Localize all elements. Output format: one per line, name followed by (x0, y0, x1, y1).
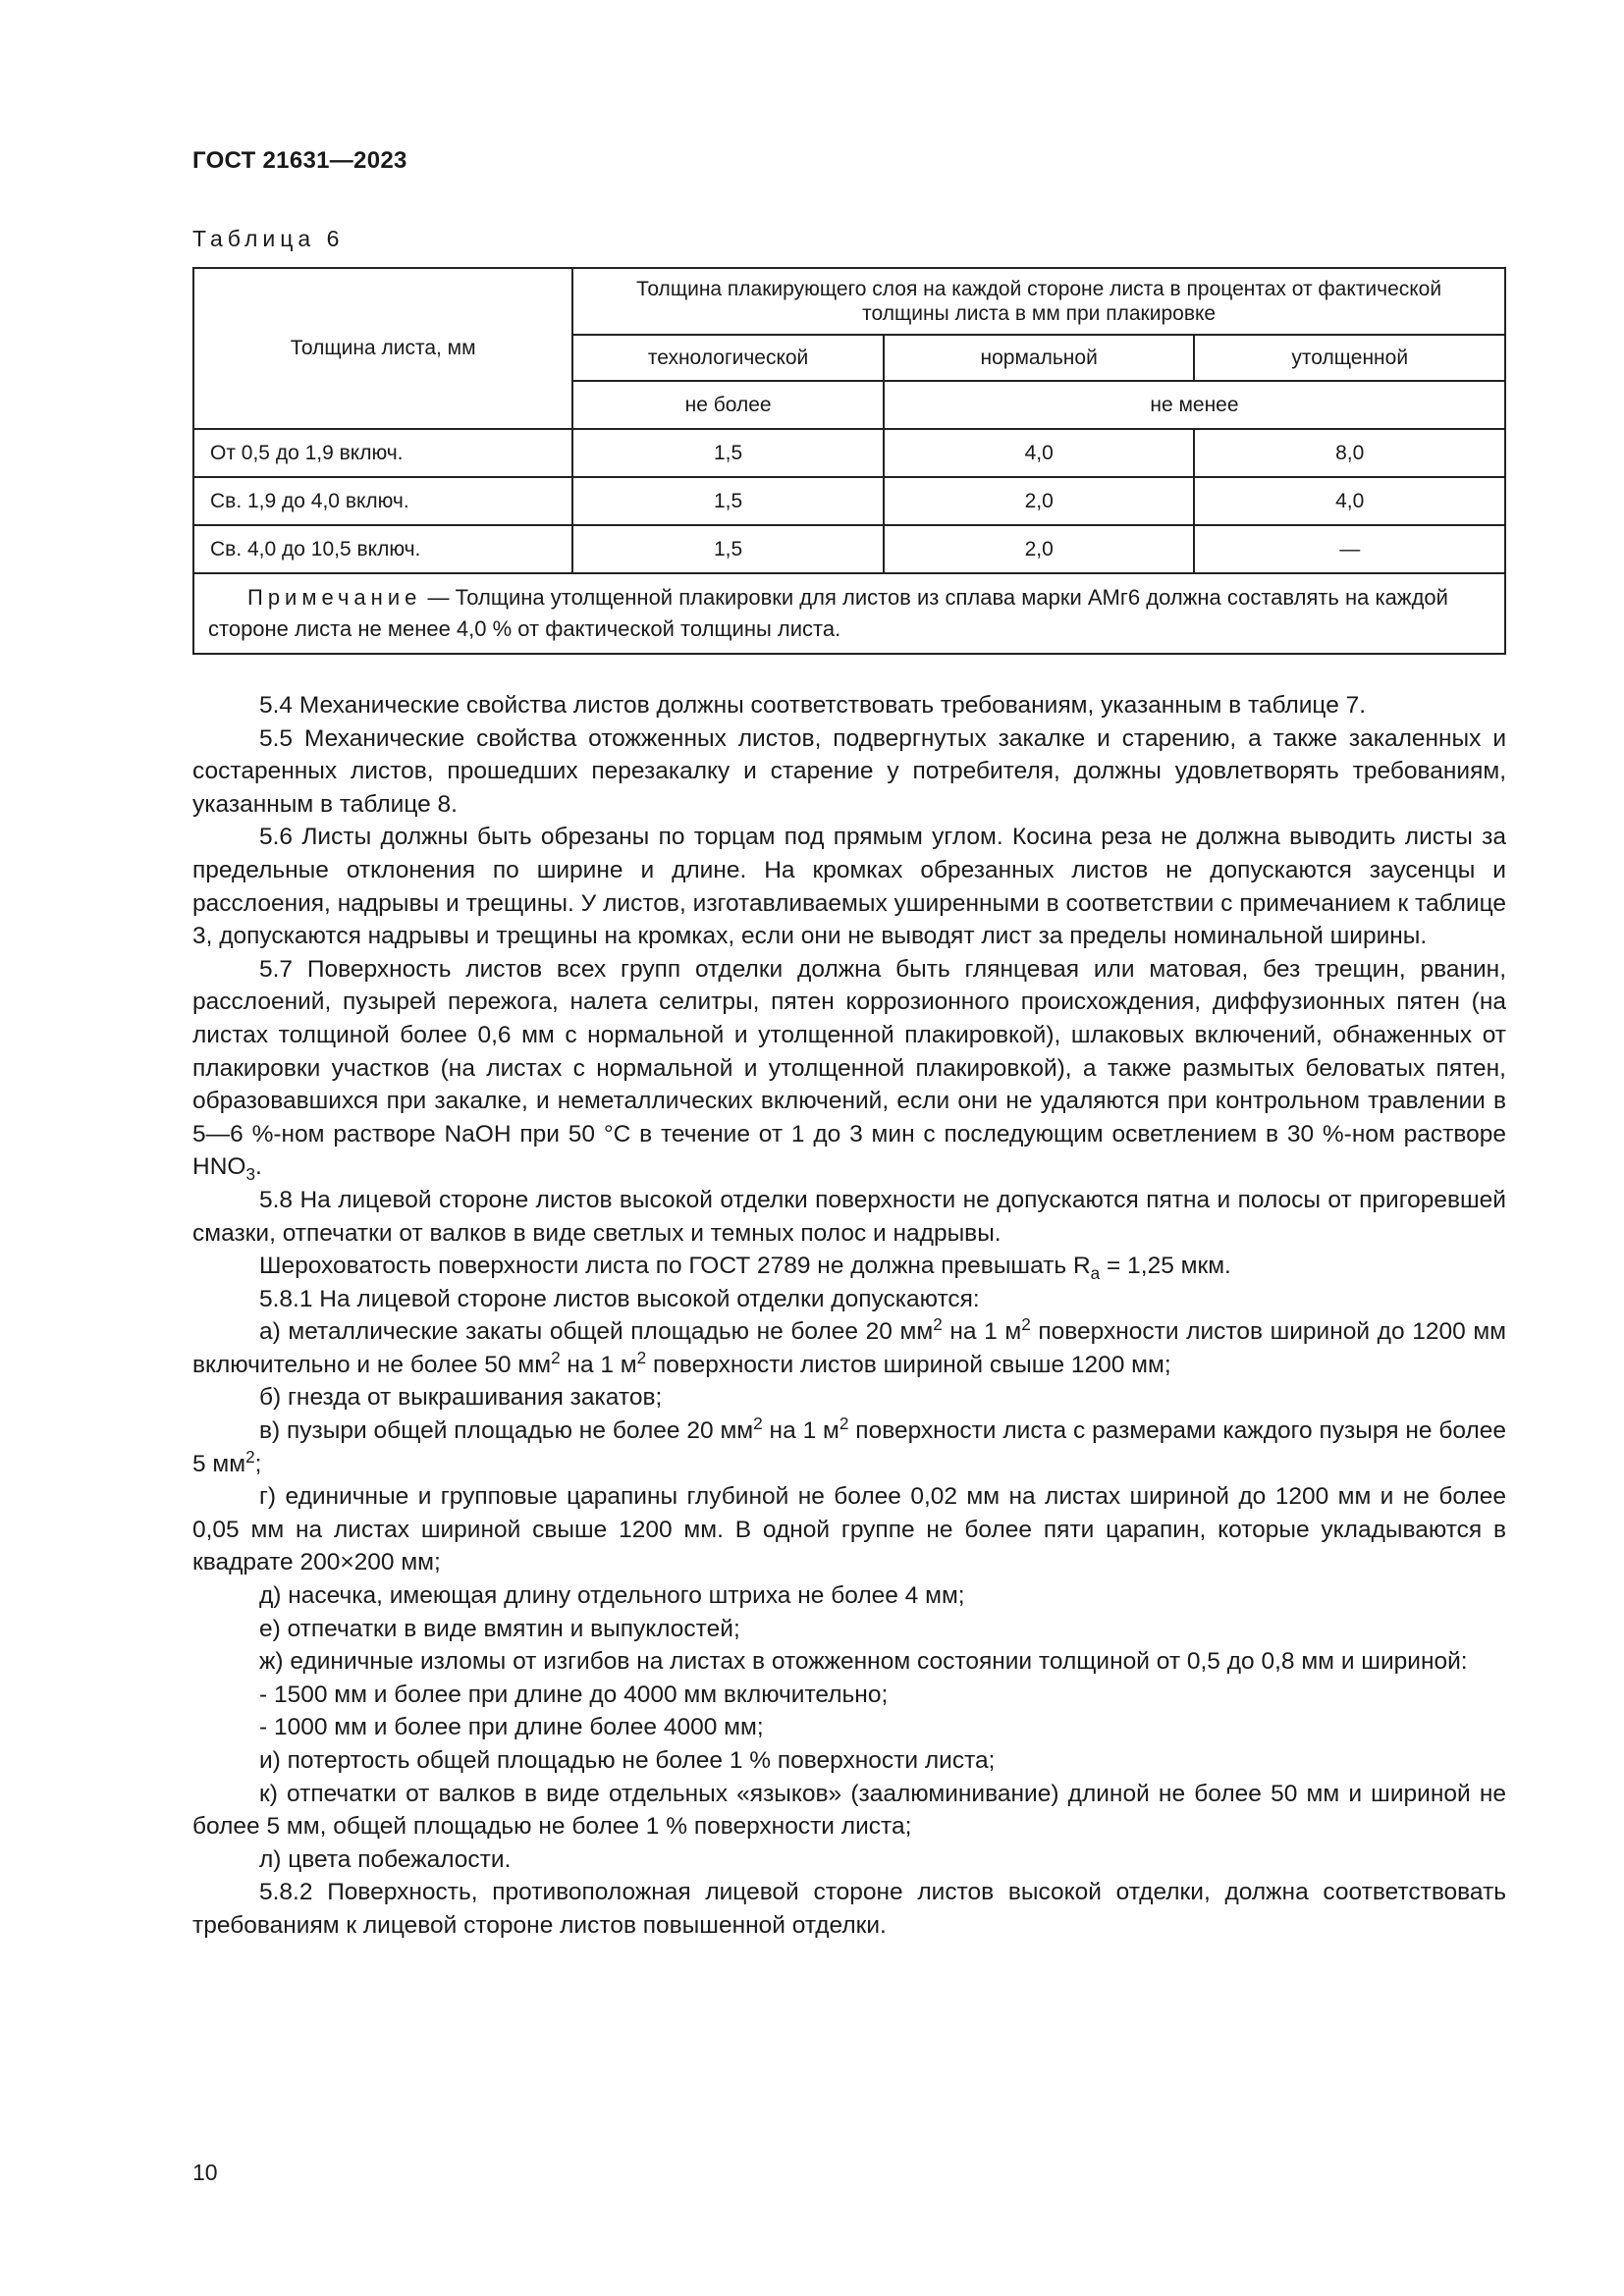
paragraph-5-8: 5.8 На лицевой стороне листов высокой отделки поверхности не допускаются пятна и полосы от пригоревшей смазки, отпечатки от валков в виде светлых и темных полос и надрывы. (192, 1186, 1506, 1247)
list-item-v: в) пузыри общей площадью не более 20 $мм^2$ на 1 $м^2$ поверхности листа с размерами каждого пузыря не более 5 $мм^2$; (192, 1413, 1507, 1477)
table-header-row (193, 268, 1505, 335)
cell-normal: 2,0 (884, 525, 1195, 573)
table-row (193, 525, 1505, 573)
paragraph-5-5: 5.5 Механические свойства отожженных листов, подвергнутых закалке и старению, а также закаленных и состаренных листов, прошедших перезакалку и старение у потребителя, должны удовлетворять требованиям, указанным в таблице 8. (192, 724, 1506, 818)
table-row (193, 477, 1505, 525)
table-note (193, 573, 1505, 654)
list-item-e: е) отпечатки в виде вмятин и выпуклостей; (259, 1615, 740, 1642)
header-thickness: Толщина листа, мм (193, 268, 572, 429)
table-6 (192, 267, 1506, 655)
cell-tech: 1,5 (572, 525, 884, 573)
cell-thick: — (1194, 525, 1505, 573)
document-header: ГОСТ 21631—2023 (192, 147, 407, 174)
paragraph-5-6: 5.6 Листы должны быть обрезаны по торцам под прямым углом. Косина реза не должна выводить листы за предельные отклонения по ширине и длине. На кромках обрезанных листов не допускаются заусенцы и расслоения, надрывы и трещины. У листов, изготавливаемых уширенными в соответствии с примечанием к таблице 3, допускаются надрывы и трещины на кромках, если они не выводят лист за пределы номинальной ширины. (192, 824, 1506, 950)
list-item-k: к) отпечатки от валков в виде отдельных «языков» (заалюминивание) длиной не более 50 мм и шириной не более 5 мм, общей площадью не более 1 % поверхности листа; (192, 1780, 1506, 1841)
list-item-l: л) цвета побежалости. (259, 1845, 512, 1873)
cell-thickness: От 0,5 до 1,9 включ. (193, 429, 572, 477)
cell-tech: 1,5 (572, 429, 884, 477)
cell-normal: 4,0 (884, 429, 1195, 477)
list-item-b: б) гнезда от выкрашивания закатов; (259, 1384, 663, 1412)
list-item-zh: ж) единичные изломы от изгибов на листах в отожженном состоянии толщиной от 0,5 до 0,8 мм и шириной: (259, 1648, 1468, 1676)
limit-min: не менее (884, 381, 1505, 429)
paragraph-5-8-2: 5.8.2 Поверхность, противоположная лицевой стороне листов высокой отделки, должна соответствовать требованиям к лицевой стороне листов повышенной отделки. (192, 1879, 1506, 1939)
cell-tech: 1,5 (572, 477, 884, 525)
dash-item-2: - 1000 мм и более при длине более 4000 мм; (259, 1714, 764, 1741)
page-number: 10 (192, 2160, 218, 2185)
cell-thickness: Св. 4,0 до 10,5 включ. (193, 525, 572, 573)
table-row (193, 429, 1505, 477)
list-item-i: и) потертость общей площадью не более 1 % поверхности листа; (259, 1747, 996, 1774)
header-thickened: утолщенной (1194, 335, 1505, 381)
cell-thickness: Св. 1,9 до 4,0 включ. (193, 477, 572, 525)
dash-item-1: - 1500 мм и более при длине до 4000 мм включительно; (259, 1681, 889, 1708)
body-text (192, 689, 1506, 1943)
paragraph-5-7: 5.7 Поверхность листов всех групп отделки должна быть глянцевая или матовая, без трещин, рванин, расслоений, пузырей пережога, налета селитры, пятен коррозионного происхождения, диффузионных пятен (на листах толщиной более 0,6 мм с нормальной и утолщенной плакировкой), шлаковых включений, обнаженных от плакировки участков (на листах с нормальной и утолщенной плакировкой), а также размытых беловатых пятен, образовавшихся при закалке, и неметаллических включений, если они не удаляются при контрольном травлении в 5—6 %-ном растворе NaOH при 50 °С в течение от 1 до 3 мин с последующим осветлением в 30 %-ном растворе $HNO_3$. (192, 955, 1506, 1185)
table-note-row (193, 573, 1505, 654)
paragraph-5-8-1: 5.8.1 На лицевой стороне листов высокой отделки допускаются: (259, 1285, 980, 1312)
cell-thick: 8,0 (1194, 429, 1505, 477)
cell-normal: 2,0 (884, 477, 1195, 525)
note-label: Примечание (247, 585, 422, 610)
list-item-d: д) насечка, имеющая длину отдельного штриха не более 4 мм; (259, 1582, 965, 1610)
header-cladding: Толщина плакирующего слоя на каждой стороне листа в процентах от фактической толщины листа в мм при плакировке (572, 268, 1505, 335)
note-text: — Толщина утолщенной плакировки для листов из сплава марки АМг6 должна составлять на каждой стороне листа не менее 4,0 % от фактической толщины листа. (208, 585, 1448, 641)
paragraph-roughness: Шероховатость поверхности листа по ГОСТ 2789 не должна превышать $R_a = 1,25$ мкм. (259, 1253, 1231, 1283)
table-caption: Таблица 6 (192, 226, 345, 251)
header-normal: нормальной (884, 335, 1195, 381)
header-technological: технологической (572, 335, 884, 381)
paragraph-5-4: 5.4 Механические свойства листов должны соответствовать требованиям, указанным в таблице 7. (259, 692, 1367, 719)
list-item-a: а) металлические закаты общей площадью не более 20 $мм^2$ на 1 $м^2$ поверхности листов шириной до 1200 мм включительно и не более 50 $мм^2$ на 1 $м^2$ поверхности листов шириной свыше 1200 мм; (192, 1314, 1507, 1378)
cell-thick: 4,0 (1194, 477, 1505, 525)
limit-max: не более (572, 381, 884, 429)
list-item-g: г) единичные и групповые царапины глубиной не более 0,02 мм на листах шириной до 1200 мм и не более 0,05 мм на листах шириной свыше 1200 мм. В одной группе не более пяти царапин, которые укладываются в квадрате 200×200 мм; (192, 1483, 1506, 1576)
